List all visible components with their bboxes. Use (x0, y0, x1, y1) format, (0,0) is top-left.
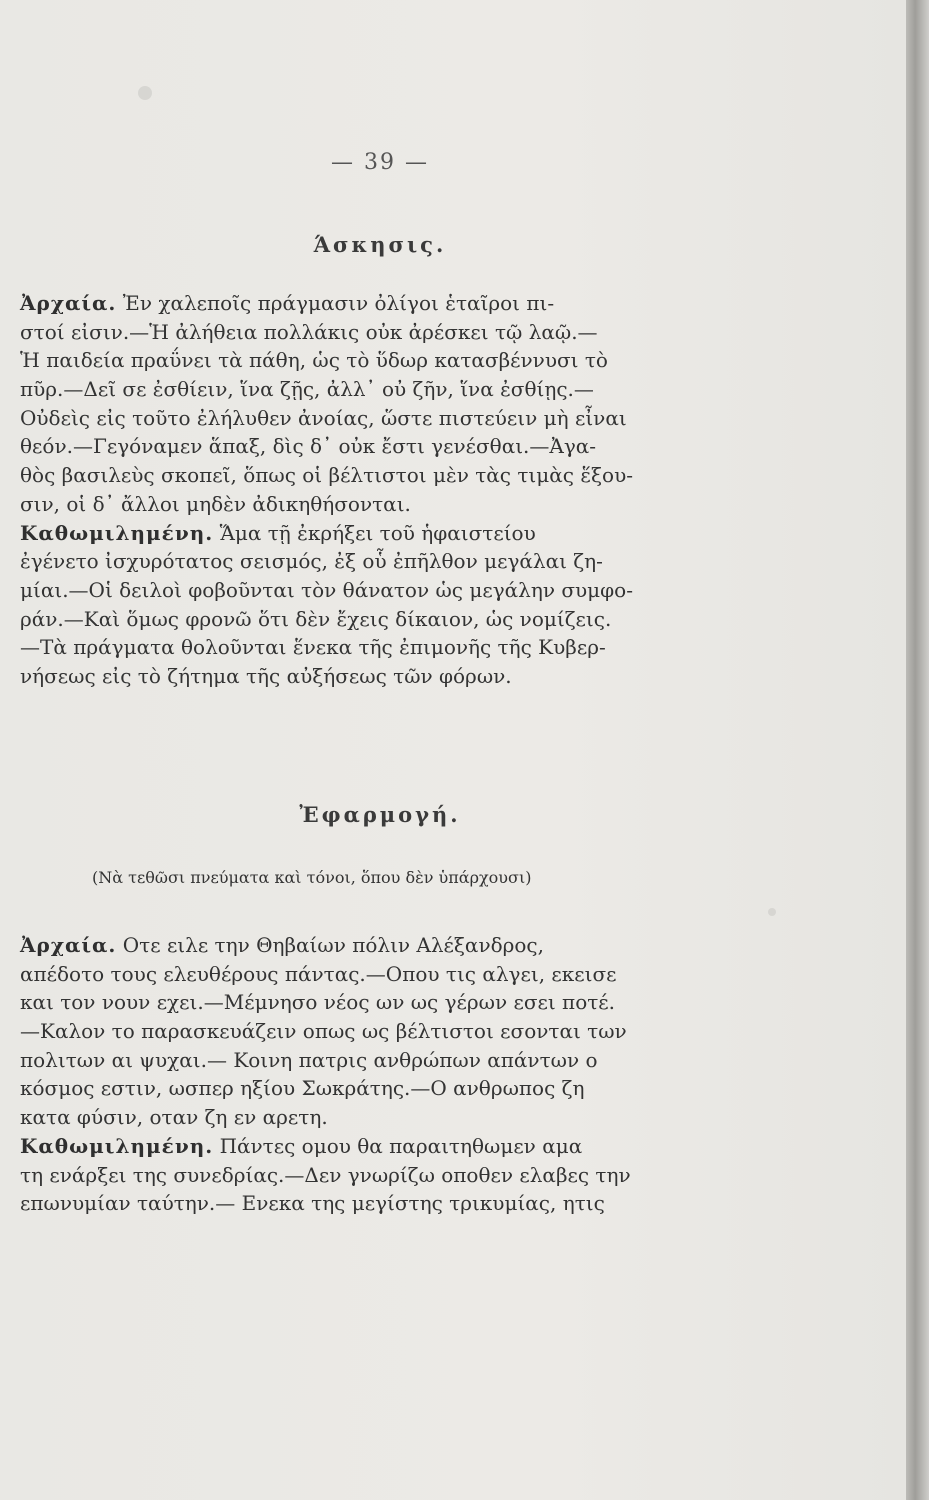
section-heading-exercise: Άσκησις. (313, 232, 447, 257)
line-text: νήσεως εἰς τὸ ζήτημα τῆς αὐξήσεως τῶν φόρων. (20, 663, 512, 688)
line-text: στοί εἰσιν.—Ἡ ἀλήθεια πολλάκις οὐκ ἀρέσκει τῷ λαῷ.— (20, 319, 598, 344)
line-text: θεόν.—Γεγόναμεν ἅπαξ, δὶς δ᾽ οὐκ ἔστι γενέσθαι.—Ἀγα- (20, 434, 597, 459)
page-edge (906, 0, 929, 1500)
line-text: σιν, οἱ δ᾽ ἄλλοι μηδὲν ἀδικηθήσονται. (20, 491, 411, 516)
paper-stain (138, 86, 152, 100)
text-line (20, 547, 716, 576)
line-text: μίαι.—Οἱ δειλοὶ φοβοῦνται τὸν θάνατον ὡς μεγάλην συμφο- (20, 577, 633, 602)
line-text: Οτε ειλε την Θηβαίων πόλιν Αλέξανδρος, (116, 933, 544, 957)
text-line (20, 931, 716, 960)
text-line (20, 375, 716, 404)
line-text: απέδοτο τους ελευθέρους πάντας.—Οπου τις αλγει, εκεισε (20, 961, 617, 986)
text-line (20, 576, 716, 605)
line-text: —Καλον το παρασκευάζειν οπως ως βέλτιστοι εσονται των (20, 1019, 627, 1044)
text-line (20, 1132, 716, 1161)
paper-stain (768, 908, 776, 916)
text-line (20, 1017, 716, 1046)
text-line (20, 988, 716, 1017)
paragraph-label: Καθωμιλημένη. (20, 520, 214, 545)
text-line (20, 289, 716, 318)
text-line (20, 1189, 716, 1218)
text-line (20, 404, 716, 433)
paragraph-label: Ἀρχαία. (20, 291, 117, 315)
line-text: πολιτων αι ψυχαι.— Κοινη πατρις ανθρώπων απάντων ο (20, 1047, 598, 1072)
instruction-note: (Νὰ τεθῶσι πνεύματα καὶ τόνοι, ὅπου δὲν ὑπάρχουσι) (92, 868, 532, 887)
line-text: Ἅμα τῇ ἐκρήξει τοῦ ἡφαιστείου (213, 520, 536, 545)
line-text: Οὐδεὶς εἰς τοῦτο ἐλήλυθεν ἀνοίας, ὥστε πιστεύειν μὴ εἶναι (20, 405, 627, 430)
line-text: Ἡ παιδεία πραΰνει τὰ πάθη, ὡς τὸ ὕδωρ κατασβέννυσι τὸ (20, 348, 608, 373)
line-text: κόσμος εστιν, ωσπερ ηξίου Σωκράτης.—Ο ανθρωπος ζη (20, 1076, 585, 1101)
line-text: ἐγένετο ἰσχυρότατος σεισμός, ἐξ οὗ ἐπῆλθον μεγάλαι ζη- (20, 549, 603, 574)
application-text-block (20, 931, 716, 1218)
text-line (20, 490, 716, 519)
text-line (20, 432, 716, 461)
paragraph-label: Ἀρχαία. (20, 933, 117, 957)
line-text: Πάντες ομου θα παραιτηθωμεν αμα (213, 1133, 583, 1158)
text-line (20, 633, 716, 662)
section-heading-application: Ἐφαρμογή. (299, 802, 461, 827)
text-line (20, 662, 716, 691)
line-text: θὸς βασιλεὺς σκοπεῖ, ὅπως οἱ βέλτιστοι μὲν τὰς τιμὰς ἕξου- (20, 463, 634, 488)
text-line (20, 519, 716, 548)
text-line (20, 605, 716, 634)
line-text: κατα φύσιν, οταν ζη εν αρετη. (20, 1105, 328, 1130)
line-text: επωνυμίαν ταύτην.— Ενεκα της μεγίστης τρικυμίας, ητις (20, 1191, 605, 1216)
line-text: πῦρ.—Δεῖ σε ἐσθίειν, ἵνα ζῇς, ἀλλ᾽ οὐ ζῆν, ἵνα ἐσθίῃς.— (20, 377, 594, 402)
text-line (20, 1103, 716, 1132)
text-line (20, 1074, 716, 1103)
text-line (20, 1046, 716, 1075)
exercise-text-block (20, 289, 716, 691)
line-text: Ἐν χαλεποῖς πράγμασιν ὀλίγοι ἑταῖροι πι- (116, 291, 555, 315)
line-text: και τον νουν εχει.—Μέμνησο νέος ων ως γέρων εσει ποτέ. (20, 990, 616, 1015)
line-text: ράν.—Καὶ ὅμως φρονῶ ὅτι δὲν ἔχεις δίκαιον, ὡς νομίζεις. (20, 606, 612, 631)
text-line (20, 960, 716, 989)
line-text: —Τὰ πράγματα θολοῦνται ἕνεκα τῆς ἐπιμονῆς τῆς Κυβερ- (20, 635, 606, 660)
paragraph-label: Καθωμιλημένη. (20, 1133, 214, 1158)
page-number: — 39 — (331, 150, 429, 175)
text-line (20, 346, 716, 375)
text-line (20, 1161, 716, 1190)
text-line (20, 461, 716, 490)
text-line (20, 318, 716, 347)
line-text: τη ενάρξει της συνεδρίας.—Δεν γνωρίζω οποθεν ελαβες την (20, 1162, 631, 1187)
